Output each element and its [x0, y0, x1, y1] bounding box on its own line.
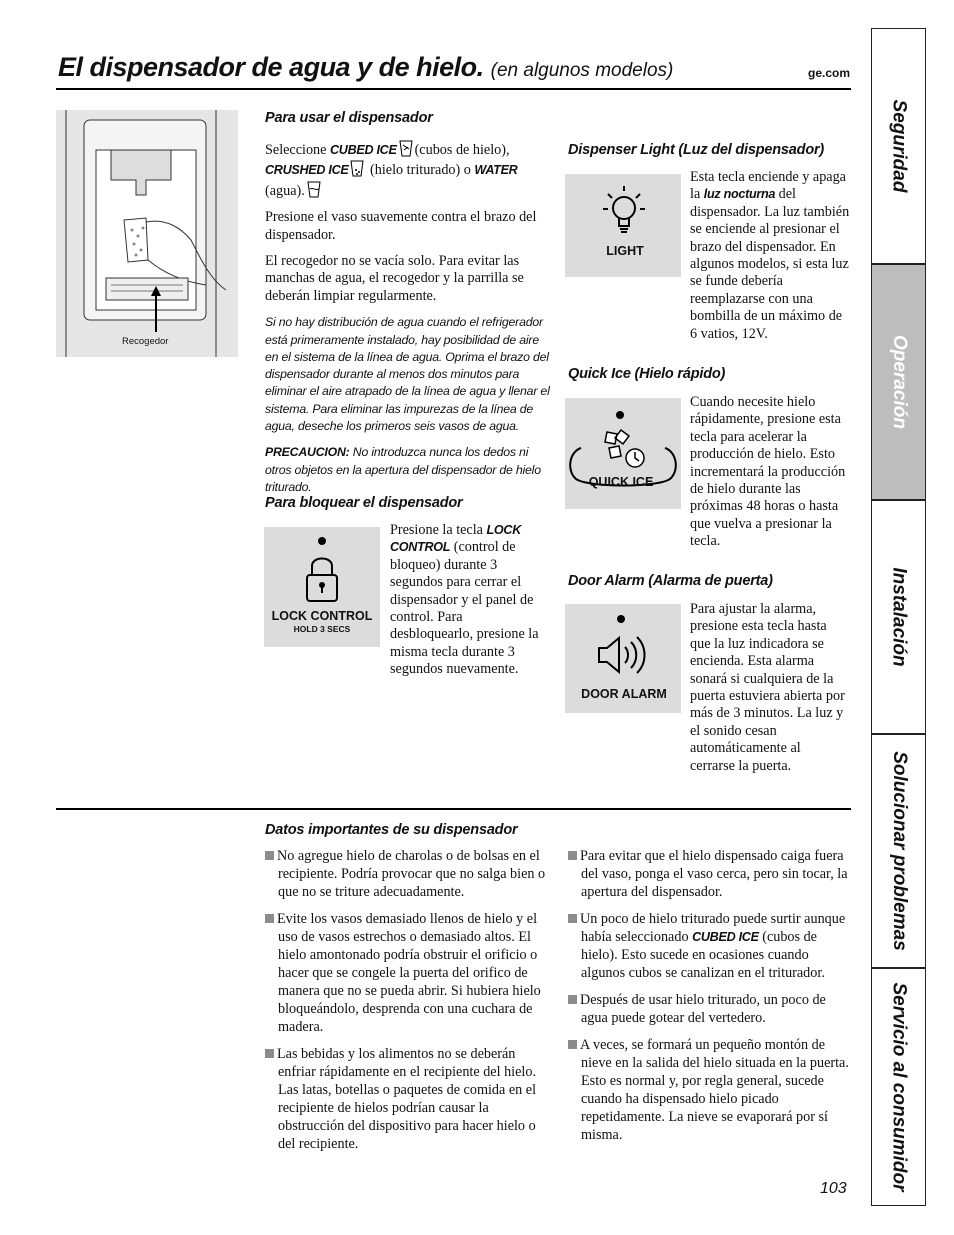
using-note: Si no hay distribución de agua cuando el refrigerador está primeramente instalado, hay posibilidad de aire en el sistema de la línea de agua. Oprima el brazo del dispensador durante al menos dos minutos para eliminar el aire atrapado de la línea de agua y llenar el sistema. Para eliminar las impurezas de la línea de agua, deseche los primeros seis vasos de agua.	[265, 315, 550, 434]
caution-note: PRECAUCION: No introduzca nunca los dedos ni otros objetos en la apertura del dispensador de hielo triturado.	[265, 445, 541, 494]
using-paragraph-1: Seleccione CUBED ICE (cubos de hielo), CRUSHED ICE (hielo triturado) o WATER (agua).	[265, 139, 550, 200]
lock-control-sublabel: HOLD 3 SECS	[293, 624, 351, 634]
section-heading-lock: Para bloquear el dispensador	[265, 495, 463, 511]
page-subtitle: (en algunos modelos)	[490, 60, 674, 81]
lock-control-label: LOCK CONTROL	[271, 609, 373, 623]
light-label: LIGHT	[606, 244, 644, 258]
lock-indicator-light	[318, 537, 326, 545]
cup-water-icon	[305, 180, 323, 199]
using-text	[265, 139, 550, 496]
tab-servicio-al-consumidor[interactable]: Servicio al consumidor	[871, 968, 926, 1206]
tab-operacion[interactable]: Operación	[871, 264, 926, 500]
section-heading-light: Dispenser Light (Luz del dispensador)	[568, 142, 825, 158]
lock-text: Presione la tecla LOCK CONTROL (control de bloqueo) durante 3 segundos para cerrar el dispensador y el panel de control. Para desbloquearlo, presione la misma tecla durante 3 segundos nuevamente.	[390, 522, 539, 678]
section-heading-facts: Datos importantes de su dispensador	[265, 822, 518, 838]
quick-ice-indicator-light	[616, 411, 624, 419]
using-paragraph-3: El recogedor no se vacía solo. Para evitar las manchas de agua, el recogedor y la parrilla se deberán limpiar regularmente.	[265, 253, 524, 304]
padlock-icon	[304, 553, 340, 603]
list-item: Para evitar que el hielo dispensado caiga fuera del vaso, ponga el vaso cerca, pero sin tocar, la apertura del dispensador.	[568, 847, 850, 901]
tab-seguridad[interactable]: Seguridad	[871, 28, 926, 264]
light-bulb-icon	[601, 184, 647, 240]
section-heading-quick-ice: Quick Ice (Hielo rápido)	[568, 366, 726, 382]
list-item: A veces, se formará un pequeño montón de nieve en la salida del hielo situada en la puerta. Esto es normal y, por regla general, sucede cuando ha dispensado hielo picado repetidamente. La nieve se evaporará por sí misma.	[568, 1036, 850, 1144]
tab-instalacion[interactable]: Instalación	[871, 500, 926, 734]
section-heading-door-alarm: Door Alarm (Alarma de puerta)	[568, 573, 773, 589]
facts-right-column	[568, 847, 850, 1144]
illustration-label: Recogedor	[122, 336, 169, 347]
tab-solucionar-problemas[interactable]: Solucionar problemas	[871, 734, 926, 968]
cup-crushed-icon	[348, 159, 366, 178]
lock-control-button[interactable]	[264, 527, 380, 647]
light-text: Esta tecla enciende y apaga la luz nocturna del dispensador. La luz también se enciende al presionar el brazo del dispensador. En algunos modelos, si esta luz se funde debería reemplazarse con una bombilla de un máximo de 6 vatios, 12V.	[690, 169, 850, 342]
cup-cubes-icon	[397, 139, 415, 158]
section-divider	[56, 808, 851, 810]
header-rule	[56, 88, 851, 90]
door-alarm-indicator-light	[617, 615, 625, 623]
list-item: Un poco de hielo triturado puede surtir aunque había seleccionado CUBED ICE (cubos de hielo). Esto sucede en ocasiones cuando algunos cubos se canalizan en el triturador.	[568, 910, 850, 982]
using-paragraph-2: Presione el vaso suavemente contra el brazo del dispensador.	[265, 209, 537, 243]
door-alarm-label: DOOR ALARM	[581, 687, 667, 701]
speaker-icon	[595, 632, 655, 678]
dispenser-illustration	[56, 110, 238, 357]
list-item: No agregue hielo de charolas o de bolsas en el recipiente. Podría provocar que no salga bien o que no se triture adecuadamente.	[265, 847, 553, 901]
list-item: Después de usar hielo triturado, un poco de agua puede gotear del vertedero.	[568, 991, 850, 1027]
quick-ice-text: Cuando necesite hielo rápidamente, presione esta tecla para acelerar la producción de hielo. Esto incrementará la producción de hielo durante las próximas 48 horas o hasta que vuelva a presionar la tecla.	[690, 394, 846, 550]
dispenser-drawing	[56, 110, 238, 357]
door-alarm-button[interactable]	[565, 604, 681, 713]
site-url: ge.com	[807, 66, 850, 80]
section-heading-using: Para usar el dispensador	[265, 110, 433, 126]
facts-left-column	[265, 847, 553, 1153]
page-number: 103	[820, 1180, 847, 1197]
list-item: Evite los vasos demasiado llenos de hielo y el uso de vasos estrechos o demasiado altos. El hielo amontonado podría obstruir el orificio o hacer que se congele la puerta del orifico de manera que no se pueda abrir. Si hubiera hielo bloqueándolo, desprenda con una cuchara de madera.	[265, 910, 553, 1036]
list-item: Las bebidas y los alimentos no se deberán enfriar rápidamente en el recipiente del hielo. Las latas, botellas o paquetes de comida en el recipiente de hielos podrían causar la obstrucción del dispositivo para hacer hielo o del recipiente.	[265, 1045, 553, 1153]
door-alarm-text: Para ajustar la alarma, presione esta tecla hasta que la luz indicadora se encienda. Esta alarma sonará si cualquiera de la puerta estuviera abierta por más de 3 minutos. La luz y el sonido cesan automáticamente al cerrarse la puerta.	[690, 601, 845, 774]
quick-ice-button[interactable]	[565, 398, 681, 509]
page-title: El dispensador de agua y de hielo. (en algunos modelos)	[58, 52, 674, 82]
light-button[interactable]	[565, 174, 681, 277]
quick-ice-label: QUICK ICE	[588, 475, 654, 489]
